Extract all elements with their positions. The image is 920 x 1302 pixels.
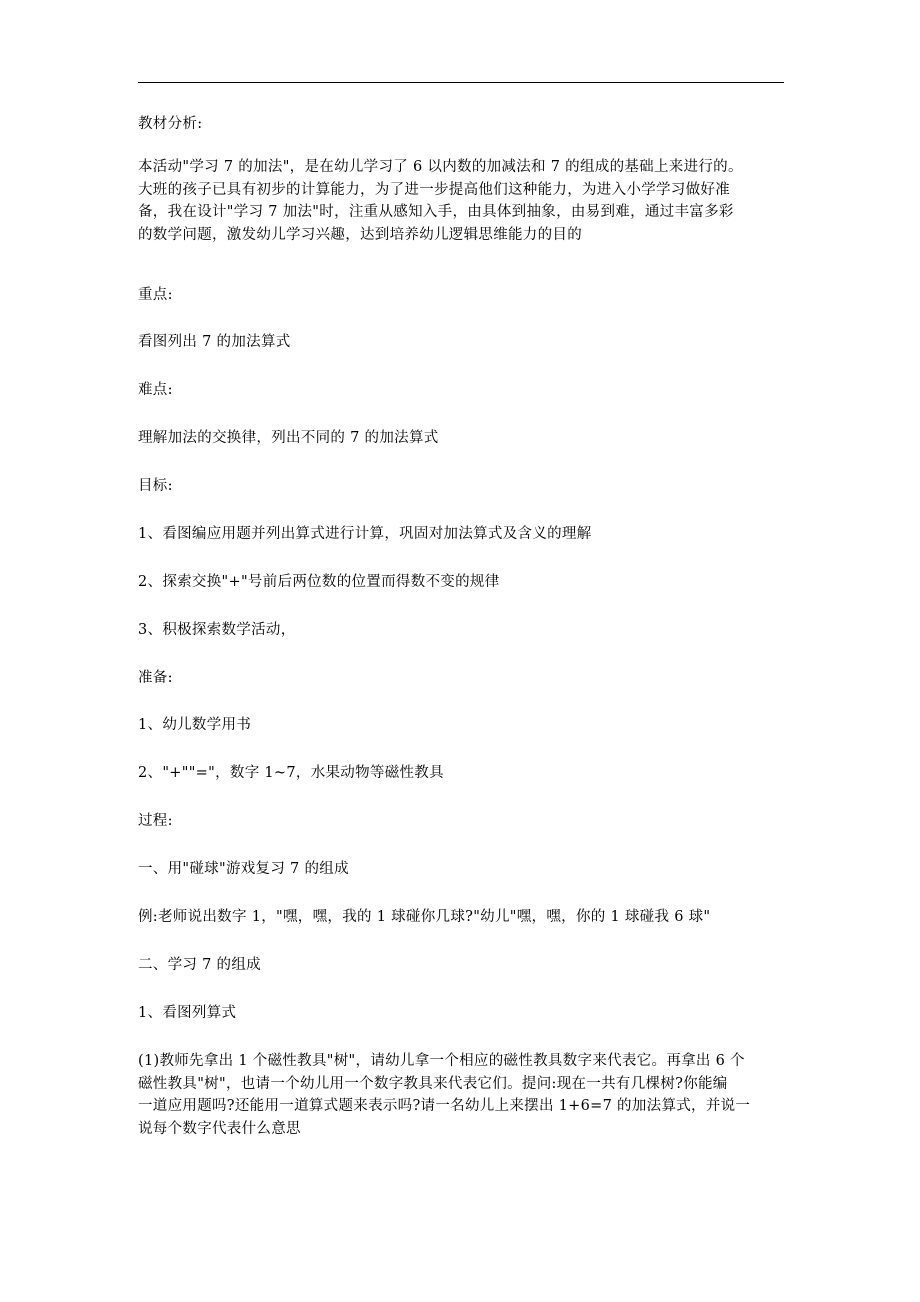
goal-item: 3、积极探索数学活动， bbox=[138, 622, 296, 638]
process-heading: 过程: bbox=[138, 813, 173, 829]
step2-detail-paragraph bbox=[138, 1050, 790, 1140]
prep-heading: 准备: bbox=[138, 670, 173, 686]
step2-detail-line: 磁性教具"树"，也请一个幼儿用一个数字教具来代表它们。提问:现在一共有几棵树?你能编 bbox=[138, 1075, 728, 1092]
step2-detail-line: (1)教师先拿出 1 个磁性教具"树"，请幼儿拿一个相应的磁性教具数字来代表它。再拿出 6 个 bbox=[138, 1053, 745, 1069]
analysis-paragraph bbox=[138, 156, 790, 246]
analysis-line: 本活动"学习 7 的加法"，是在幼儿学习了 6 以内数的加减法和 7 的组成的基础上来进行的。 bbox=[138, 159, 743, 175]
header-rule bbox=[138, 82, 784, 83]
key-heading: 重点: bbox=[138, 287, 173, 303]
analysis-line: 备，我在设计"学习 7 加法"时，注重从感知入手，由具体到抽象，由易到难，通过丰富多彩 bbox=[138, 204, 734, 220]
step2-detail-line: 一道应用题吗?还能用一道算式题来表示吗?请一名幼儿上来摆出 1+6=7 的加法算式，并说一 bbox=[138, 1098, 751, 1114]
goal-item: 1、看图编应用题并列出算式进行计算，巩固对加法算式及含义的理解 bbox=[138, 526, 592, 542]
key-text: 看图列出 7 的加法算式 bbox=[138, 334, 291, 350]
step1-example: 例:老师说出数字 1，"嘿，嘿，我的 1 球碰你几球?"幼儿"嘿，嘿，你的 1 球碰我 6 球" bbox=[138, 909, 711, 925]
step1-title: 一、用"碰球"游戏复习 7 的组成 bbox=[138, 861, 349, 877]
analysis-line: 的数学问题，激发幼儿学习兴趣，达到培养幼儿逻辑思维能力的目的 bbox=[138, 226, 582, 243]
step2-title: 二、学习 7 的组成 bbox=[138, 957, 261, 973]
analysis-line: 大班的孩子已具有初步的计算能力，为了进一步提高他们这种能力，为进入小学学习做好准 bbox=[138, 181, 730, 198]
step2-detail-line: 说每个数字代表什么意思 bbox=[138, 1120, 301, 1137]
difficulty-text: 理解加法的交换律，列出不同的 7 的加法算式 bbox=[138, 430, 439, 446]
step2-subtitle: 1、看图列算式 bbox=[138, 1005, 237, 1021]
goal-item: 2、探索交换"+"号前后两位数的位置而得数不变的规律 bbox=[138, 574, 500, 590]
analysis-heading: 教材分析: bbox=[138, 116, 203, 132]
prep-item: 1、幼儿数学用书 bbox=[138, 717, 252, 733]
prep-item: 2、"+""="，数字 1~7，水果动物等磁性教具 bbox=[138, 765, 444, 781]
goals-heading: 目标: bbox=[138, 478, 173, 494]
difficulty-heading: 难点: bbox=[138, 382, 173, 398]
